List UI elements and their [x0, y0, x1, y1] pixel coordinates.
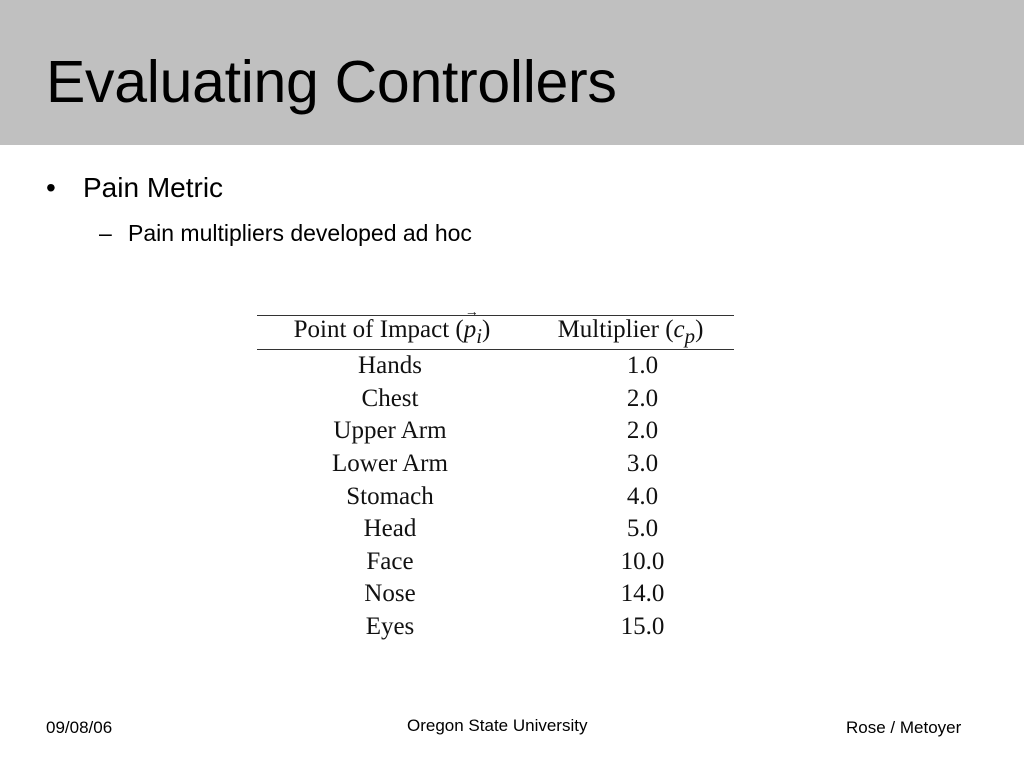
- cell-point-of-impact: Stomach: [346, 482, 434, 510]
- cell-point-of-impact: Nose: [364, 580, 416, 608]
- cell-point-of-impact: Chest: [361, 384, 419, 412]
- column-header-point-of-impact: Point of Impact (p → $_i$): [257, 316, 527, 350]
- table-header-row: [257, 316, 734, 350]
- column-header-multiplier: Multiplier $(c_p)$: [527, 316, 734, 350]
- vector-arrow-icon: →: [464, 305, 479, 320]
- cell-multiplier: 4.0: [626, 482, 659, 510]
- sub-bullet-text: Pain multipliers developed ad hoc: [128, 220, 472, 246]
- title-bar: [0, 0, 1024, 145]
- slide-title: Evaluating Controllers: [46, 49, 617, 115]
- bullet-marker: •: [46, 172, 56, 203]
- cell-multiplier: 3.0: [626, 450, 659, 478]
- bullet-text: Pain Metric: [83, 172, 224, 203]
- cell-point-of-impact: Upper Arm: [333, 417, 447, 445]
- cell-multiplier: 15.0: [620, 613, 665, 641]
- table-row: [257, 415, 734, 448]
- table-row: [257, 513, 734, 546]
- bullet-level-1: [46, 170, 223, 206]
- table-row: [257, 611, 734, 644]
- table-row: [257, 383, 734, 416]
- cell-point-of-impact: Hands: [358, 352, 422, 380]
- cell-point-of-impact: Face: [366, 547, 414, 575]
- sub-bullet-marker: –: [99, 220, 112, 246]
- cell-point-of-impact: Lower Arm: [332, 450, 448, 478]
- bullet-level-2: [99, 218, 472, 248]
- footer-date: 09/08/06: [46, 718, 113, 737]
- footer-institution: Oregon State University: [407, 716, 588, 735]
- cell-multiplier: 14.0: [620, 580, 665, 608]
- footer-authors: Rose / Metoyer: [846, 718, 962, 737]
- cell-multiplier: 2.0: [626, 417, 659, 445]
- table-row: [257, 578, 734, 611]
- table-row: [257, 546, 734, 579]
- table-row: [257, 350, 734, 383]
- table-row: [257, 480, 734, 513]
- cell-multiplier: 2.0: [626, 384, 659, 412]
- cell-multiplier: 5.0: [626, 515, 659, 543]
- cell-point-of-impact: Head: [363, 515, 417, 543]
- cell-point-of-impact: Eyes: [365, 613, 415, 641]
- cell-multiplier: 1.0: [626, 352, 659, 380]
- table-row: [257, 448, 734, 481]
- cell-multiplier: 10.0: [620, 547, 665, 575]
- pain-multiplier-table: [257, 305, 734, 643]
